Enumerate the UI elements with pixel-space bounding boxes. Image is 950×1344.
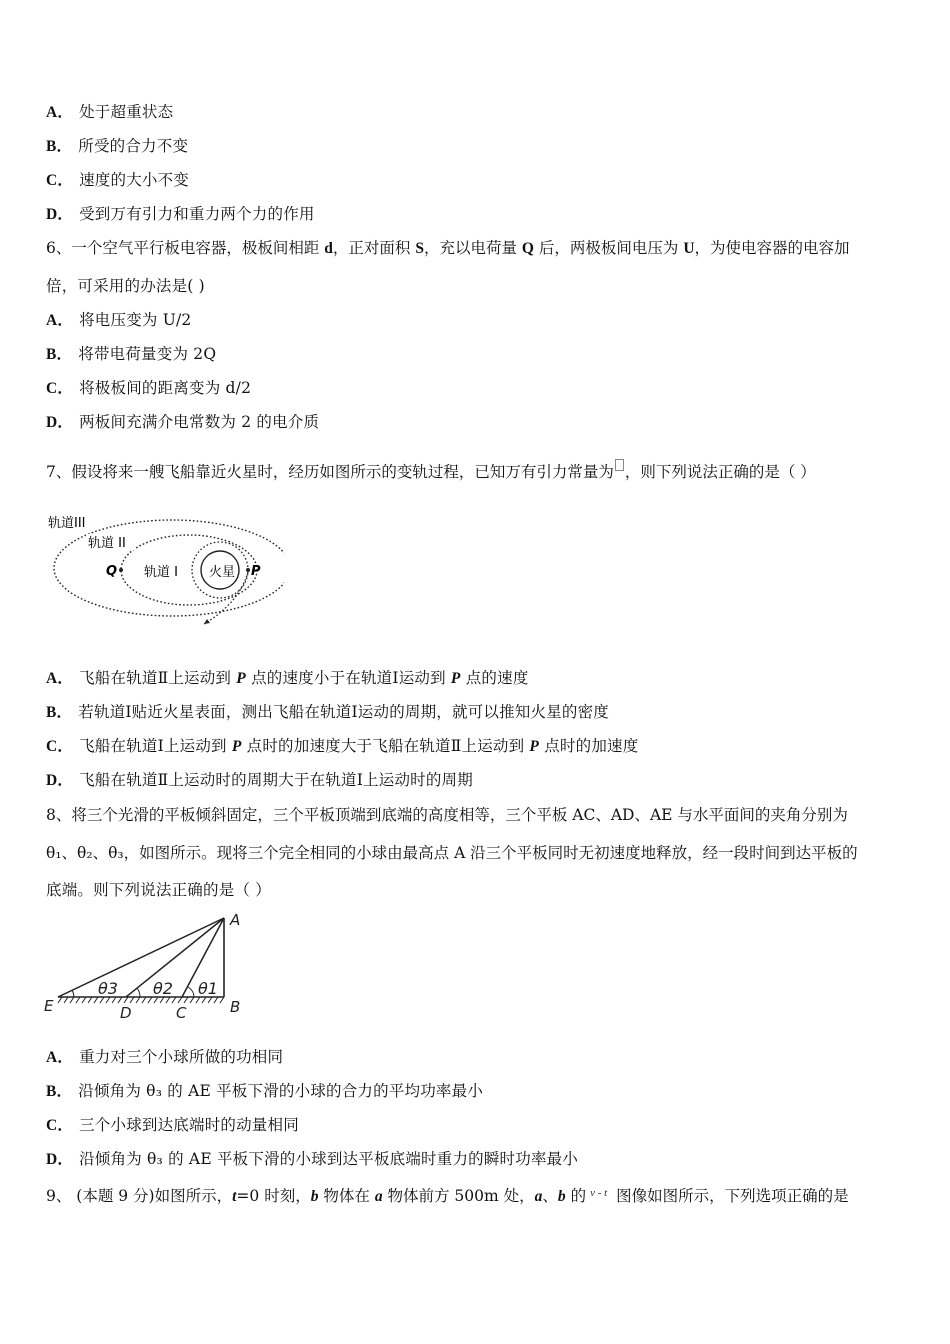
incline-diagram-svg [40, 908, 260, 1023]
orbit-diagram [44, 508, 284, 633]
point-p [246, 568, 250, 572]
text: 后，两极板间电压为 [533, 239, 684, 257]
option-text: 将电压变为 U/2 [79, 311, 192, 329]
text: 若轨道Ⅰ贴近火星表面，测出飞船在轨道Ⅰ运动的周期，就可以推知火星的密度 [78, 703, 609, 721]
q6-option-d [46, 412, 319, 433]
orbit-1-label: 轨道 I [144, 565, 178, 580]
q7-option-c [46, 736, 638, 757]
vt-formula-image: v - t [590, 1187, 608, 1199]
q5-option-a [46, 102, 173, 123]
option-text: 将带电荷量变为 2Q [78, 345, 217, 363]
text: 飞船在轨道Ⅱ上运动时的周期大于在轨道Ⅰ上运动时的周期 [79, 771, 473, 789]
text: 点时的加速度大于飞船在轨道Ⅱ上运动到 [241, 737, 530, 755]
option-label: A． [46, 1049, 74, 1066]
angle-arc-1 [188, 987, 194, 997]
option-label: D． [46, 772, 74, 789]
var-d: d [324, 240, 333, 257]
p-label: P [251, 564, 261, 579]
var-u: U [683, 240, 695, 257]
text: 的 [565, 1187, 587, 1205]
label-theta2: θ2 [153, 979, 173, 998]
text: 、 [542, 1187, 558, 1205]
q7-option-a [46, 668, 529, 689]
var-p: P [450, 670, 461, 687]
q6-option-a [46, 310, 191, 331]
orbit-2-label: 轨道 II [88, 536, 126, 551]
text: 点的速度小于在轨道Ⅰ运动到 [245, 669, 451, 687]
var-b: b [557, 1188, 566, 1205]
label-theta3: θ3 [98, 979, 118, 998]
q5-option-c [46, 170, 189, 191]
option-label: A． [46, 104, 74, 121]
text: ，正对面积 [332, 239, 416, 257]
option-label: C． [46, 738, 74, 755]
var-t: t [232, 1188, 237, 1205]
label-c: C [176, 1004, 187, 1022]
option-text: 沿倾角为 θ₃ 的 AE 平板下滑的小球到达平板底端时重力的瞬时功率最小 [79, 1150, 579, 1168]
var-a: a [374, 1188, 383, 1205]
option-label: B． [46, 1083, 73, 1100]
option-label: A． [46, 670, 74, 687]
label-a: A [230, 911, 241, 929]
option-label: C． [46, 1117, 74, 1134]
q5-option-b [46, 136, 188, 157]
option-label: D． [46, 414, 74, 431]
label-e: E [44, 997, 54, 1015]
option-text: 受到万有引力和重力两个力的作用 [79, 205, 315, 223]
var-b: b [310, 1188, 319, 1205]
option-text: 三个小球到达底端时的动量相同 [79, 1116, 299, 1134]
text: ，则下列说法正确的是（ ） [624, 463, 816, 481]
var-s: S [415, 240, 424, 257]
option-label: D． [46, 206, 74, 223]
option-label: B． [46, 704, 73, 721]
text: =0 时刻， [236, 1187, 311, 1205]
orbit-3-label: 轨道III [48, 516, 86, 531]
q-label: Q [106, 564, 118, 579]
text: 6、一个空气平行板电容器，极板间相距 [46, 239, 325, 257]
option-text: 所受的合力不变 [78, 137, 189, 155]
option-text: 重力对三个小球所做的功相同 [79, 1048, 284, 1066]
missing-symbol-icon [615, 459, 624, 471]
label-theta1: θ1 [198, 979, 218, 998]
orbit-diagram-svg [44, 508, 284, 633]
incline-diagram [40, 908, 260, 1023]
text: ，充以电荷量 [423, 239, 522, 257]
orbit-2 [121, 535, 257, 605]
q9-stem [46, 1183, 849, 1207]
label-d: D [120, 1004, 132, 1022]
q6-option-c [46, 378, 251, 399]
text: 物体在 [318, 1187, 375, 1205]
planet-label: 火星 [209, 565, 236, 580]
option-label: C． [46, 380, 74, 397]
option-label: A． [46, 312, 74, 329]
option-text: 两板间充满介电常数为 2 的电介质 [79, 413, 320, 431]
q8-option-c [46, 1115, 299, 1136]
text: 点的速度 [460, 669, 529, 687]
angle-arc-3 [72, 990, 74, 997]
var-p: P [236, 670, 246, 687]
q8-stem-line2: θ₁、θ₂、θ₃，如图所示。现将三个完全相同的小球由最高点 A 沿三个平板同时无初速度地释放，经一段时间到达平板的 [46, 844, 858, 862]
option-text: 速度的大小不变 [79, 171, 189, 189]
option-text: 沿倾角为 θ₃ 的 AE 平板下滑的小球的合力的平均功率最小 [78, 1082, 484, 1100]
option-text: 处于超重状态 [79, 103, 174, 121]
text: 9、 (本题 9 分)如图所示， [46, 1187, 233, 1205]
text: 图像如图所示，下列选项正确的是 [611, 1187, 849, 1205]
q5-option-d [46, 204, 315, 225]
q8-option-a [46, 1047, 283, 1068]
text: 点时的加速度 [539, 737, 639, 755]
text: ，为使电容器的电容加 [694, 239, 850, 257]
label-b: B [230, 998, 241, 1016]
q6-stem-line1 [46, 238, 850, 259]
option-label: C． [46, 172, 74, 189]
option-label: B． [46, 138, 73, 155]
arrow-icon [204, 619, 210, 624]
angle-arc-2 [137, 988, 140, 997]
text: 飞船在轨道Ⅰ上运动到 [79, 737, 232, 755]
option-label: D． [46, 1151, 74, 1168]
option-text: 将极板间的距离变为 d/2 [79, 379, 252, 397]
q8-stem-line1: 8、将三个光滑的平板倾斜固定，三个平板顶端到底端的高度相等，三个平板 AC、AD、AE 与水平面间的夹角分别为 [46, 806, 848, 824]
var-p: P [529, 738, 540, 755]
q6-stem-line2: 倍，可采用的办法是( ) [46, 277, 205, 295]
text: 物体前方 500m 处， [382, 1187, 535, 1205]
q7-option-d [46, 770, 473, 791]
point-q [119, 568, 123, 572]
text: 7、假设将来一艘飞船靠近火星时，经历如图所示的变轨过程，已知万有引力常量为 [46, 463, 614, 481]
var-p: P [231, 738, 242, 755]
q7-stem [46, 459, 816, 482]
q7-option-b [46, 702, 609, 723]
var-q: Q [521, 240, 534, 257]
q8-stem-line3: 底端。则下列说法正确的是（ ） [46, 881, 271, 899]
option-label: B． [46, 346, 73, 363]
q8-option-b [46, 1081, 483, 1102]
var-a: a [534, 1188, 543, 1205]
q8-option-d [46, 1149, 578, 1170]
q6-option-b [46, 344, 216, 365]
text: 飞船在轨道Ⅱ上运动到 [79, 669, 237, 687]
